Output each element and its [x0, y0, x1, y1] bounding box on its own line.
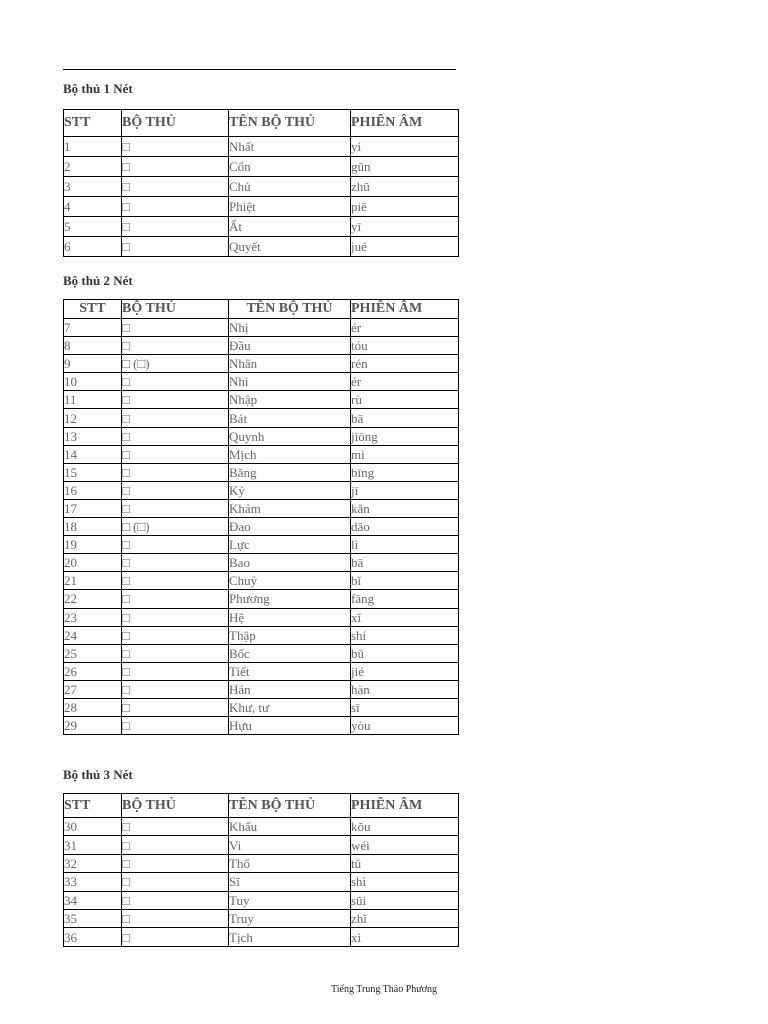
- pinyin-cell: dāo: [351, 518, 459, 536]
- radical-name-cell: Hựu: [229, 717, 351, 735]
- radical-name-cell: Cổn: [229, 157, 351, 177]
- radicals-table-2: [63, 299, 459, 735]
- pinyin-cell: ér: [351, 319, 459, 337]
- radical-glyph-cell: □: [122, 572, 229, 590]
- pinyin-cell: piě: [351, 197, 459, 217]
- radical-glyph-cell: □: [122, 499, 229, 517]
- radical-glyph-cell: □: [122, 409, 229, 427]
- radical-glyph-cell: □: [122, 391, 229, 409]
- radical-name-cell: Bao: [229, 554, 351, 572]
- row-number-cell: 9: [64, 355, 122, 373]
- radical-glyph-cell: □: [122, 608, 229, 626]
- pinyin-cell: sī: [351, 698, 459, 716]
- radical-glyph-cell: □: [122, 157, 229, 177]
- table-row: [64, 337, 459, 355]
- pinyin-cell: jī: [351, 481, 459, 499]
- header-radical-name: TÊN BỘ THỦ: [229, 794, 351, 818]
- pinyin-cell: bā: [351, 409, 459, 427]
- table-row: [64, 662, 459, 680]
- row-number-cell: 18: [64, 518, 122, 536]
- radical-name-cell: Nhị: [229, 319, 351, 337]
- radical-glyph-cell: □: [122, 197, 229, 217]
- table-row: [64, 928, 459, 946]
- header-radical: BỘ THỦ: [122, 794, 229, 818]
- radical-glyph-cell: □: [122, 873, 229, 891]
- row-number-cell: 7: [64, 319, 122, 337]
- radical-name-cell: Nhất: [229, 137, 351, 157]
- row-number-cell: 3: [64, 177, 122, 197]
- radical-glyph-cell: □: [122, 427, 229, 445]
- page-footer: Tiếng Trung Thảo Phương: [330, 984, 437, 995]
- table-row: [64, 137, 459, 157]
- radical-glyph-cell: □ (□): [122, 518, 229, 536]
- radical-glyph-cell: □: [122, 463, 229, 481]
- top-rule: [63, 69, 456, 70]
- row-number-cell: 32: [64, 854, 122, 872]
- row-number-cell: 33: [64, 873, 122, 891]
- radical-name-cell: Lực: [229, 536, 351, 554]
- row-number-cell: 27: [64, 680, 122, 698]
- header-stt: STT: [64, 794, 122, 818]
- pinyin-cell: mì: [351, 445, 459, 463]
- row-number-cell: 14: [64, 445, 122, 463]
- table-row: [64, 717, 459, 735]
- radical-glyph-cell: □: [122, 536, 229, 554]
- radical-name-cell: Sĩ: [229, 873, 351, 891]
- pinyin-cell: hàn: [351, 680, 459, 698]
- pinyin-cell: jué: [351, 237, 459, 257]
- radical-name-cell: Bát: [229, 409, 351, 427]
- table-row: [64, 518, 459, 536]
- radical-name-cell: Tịch: [229, 928, 351, 946]
- radical-name-cell: Nhập: [229, 391, 351, 409]
- row-number-cell: 21: [64, 572, 122, 590]
- table-row: [64, 680, 459, 698]
- row-number-cell: 19: [64, 536, 122, 554]
- table-row: [64, 427, 459, 445]
- table-row: [64, 554, 459, 572]
- pinyin-cell: bǐ: [351, 572, 459, 590]
- row-number-cell: 29: [64, 717, 122, 735]
- radical-glyph-cell: □: [122, 626, 229, 644]
- header-pinyin: PHIÊN ÂM: [351, 110, 459, 137]
- row-number-cell: 6: [64, 237, 122, 257]
- pinyin-cell: kǒu: [351, 818, 459, 836]
- radical-name-cell: Đầu: [229, 337, 351, 355]
- table-row: [64, 319, 459, 337]
- header-radical-name: TÊN BỘ THỦ: [229, 300, 351, 319]
- section-title-1: Bộ thủ 1 Nét: [63, 81, 133, 96]
- row-number-cell: 25: [64, 644, 122, 662]
- radical-glyph-cell: □: [122, 177, 229, 197]
- table-row: [64, 836, 459, 854]
- row-number-cell: 4: [64, 197, 122, 217]
- row-number-cell: 16: [64, 481, 122, 499]
- row-number-cell: 13: [64, 427, 122, 445]
- row-number-cell: 1: [64, 137, 122, 157]
- radical-name-cell: Hệ: [229, 608, 351, 626]
- header-stt: STT: [64, 300, 122, 319]
- table-row: [64, 644, 459, 662]
- row-number-cell: 17: [64, 499, 122, 517]
- radical-name-cell: Tiết: [229, 662, 351, 680]
- radical-glyph-cell: □: [122, 818, 229, 836]
- radical-name-cell: Ất: [229, 217, 351, 237]
- pinyin-cell: yòu: [351, 717, 459, 735]
- pinyin-cell: fāng: [351, 590, 459, 608]
- table-row: [64, 698, 459, 716]
- radical-glyph-cell: □: [122, 909, 229, 927]
- pinyin-cell: bā: [351, 554, 459, 572]
- radical-name-cell: Quynh: [229, 427, 351, 445]
- table-row: [64, 499, 459, 517]
- header-radical: BỘ THỦ: [122, 110, 229, 137]
- radical-name-cell: Phiệt: [229, 197, 351, 217]
- radical-name-cell: Chủ: [229, 177, 351, 197]
- pinyin-cell: lì: [351, 536, 459, 554]
- radical-glyph-cell: □: [122, 854, 229, 872]
- radical-glyph-cell: □: [122, 554, 229, 572]
- radical-glyph-cell: □ (□): [122, 355, 229, 373]
- pinyin-cell: yi: [351, 137, 459, 157]
- radical-glyph-cell: □: [122, 680, 229, 698]
- radical-name-cell: Thập: [229, 626, 351, 644]
- table-row: [64, 481, 459, 499]
- table-row: [64, 177, 459, 197]
- radical-glyph-cell: □: [122, 662, 229, 680]
- radical-name-cell: Khảm: [229, 499, 351, 517]
- radical-name-cell: Khẩu: [229, 818, 351, 836]
- pinyin-cell: rén: [351, 355, 459, 373]
- radical-name-cell: Vi: [229, 836, 351, 854]
- radical-name-cell: Đao: [229, 518, 351, 536]
- pinyin-cell: wéi: [351, 836, 459, 854]
- table-row: [64, 157, 459, 177]
- header-radical-name: TÊN BỘ THỦ: [229, 110, 351, 137]
- header-pinyin: PHIÊN ÂM: [351, 300, 459, 319]
- radical-glyph-cell: □: [122, 319, 229, 337]
- radical-glyph-cell: □: [122, 337, 229, 355]
- radical-glyph-cell: □: [122, 217, 229, 237]
- pinyin-cell: tǔ: [351, 854, 459, 872]
- row-number-cell: 26: [64, 662, 122, 680]
- section-title-2: Bộ thủ 2 Nét: [63, 273, 133, 288]
- row-number-cell: 10: [64, 373, 122, 391]
- radical-name-cell: Bốc: [229, 644, 351, 662]
- radical-name-cell: Quyết: [229, 237, 351, 257]
- radical-glyph-cell: □: [122, 373, 229, 391]
- pinyin-cell: shí: [351, 626, 459, 644]
- radicals-table-3: [63, 793, 459, 947]
- table-row: [64, 409, 459, 427]
- header-pinyin: PHIÊN ÂM: [351, 794, 459, 818]
- table-row: [64, 854, 459, 872]
- radical-name-cell: Chuỷ: [229, 572, 351, 590]
- pinyin-cell: bǔ: [351, 644, 459, 662]
- row-number-cell: 28: [64, 698, 122, 716]
- row-number-cell: 31: [64, 836, 122, 854]
- row-number-cell: 36: [64, 928, 122, 946]
- table-row: [64, 237, 459, 257]
- table-row: [64, 818, 459, 836]
- radical-glyph-cell: □: [122, 928, 229, 946]
- header-radical: BỘ THỦ: [122, 300, 229, 319]
- radical-name-cell: Tuy: [229, 891, 351, 909]
- pinyin-cell: rù: [351, 391, 459, 409]
- pinyin-cell: zhǔ: [351, 177, 459, 197]
- radical-name-cell: Mịch: [229, 445, 351, 463]
- pinyin-cell: jié: [351, 662, 459, 680]
- radical-glyph-cell: □: [122, 717, 229, 735]
- table-row: [64, 626, 459, 644]
- radical-glyph-cell: □: [122, 644, 229, 662]
- radical-name-cell: Thổ: [229, 854, 351, 872]
- table-row: [64, 391, 459, 409]
- table-row: [64, 463, 459, 481]
- pinyin-cell: xǐ: [351, 608, 459, 626]
- radical-name-cell: Nhi: [229, 373, 351, 391]
- row-number-cell: 15: [64, 463, 122, 481]
- table-row: [64, 355, 459, 373]
- section-title-3: Bộ thủ 3 Nét: [63, 767, 133, 782]
- pinyin-cell: tóu: [351, 337, 459, 355]
- row-number-cell: 11: [64, 391, 122, 409]
- pinyin-cell: bīng: [351, 463, 459, 481]
- radical-glyph-cell: □: [122, 445, 229, 463]
- row-number-cell: 8: [64, 337, 122, 355]
- table-row: [64, 909, 459, 927]
- pinyin-cell: jiōng: [351, 427, 459, 445]
- radicals-table-1: [63, 109, 459, 257]
- radical-glyph-cell: □: [122, 891, 229, 909]
- row-number-cell: 20: [64, 554, 122, 572]
- table-row: [64, 445, 459, 463]
- row-number-cell: 5: [64, 217, 122, 237]
- pinyin-cell: gǔn: [351, 157, 459, 177]
- row-number-cell: 23: [64, 608, 122, 626]
- table-row: [64, 590, 459, 608]
- table-row: [64, 873, 459, 891]
- pinyin-cell: yī: [351, 217, 459, 237]
- radical-glyph-cell: □: [122, 836, 229, 854]
- row-number-cell: 12: [64, 409, 122, 427]
- pinyin-cell: ér: [351, 373, 459, 391]
- table-row: [64, 197, 459, 217]
- radical-name-cell: Truy: [229, 909, 351, 927]
- radical-glyph-cell: □: [122, 590, 229, 608]
- row-number-cell: 24: [64, 626, 122, 644]
- table-row: [64, 217, 459, 237]
- row-number-cell: 35: [64, 909, 122, 927]
- radical-name-cell: Nhân: [229, 355, 351, 373]
- radical-glyph-cell: □: [122, 698, 229, 716]
- radical-name-cell: Phương: [229, 590, 351, 608]
- radical-glyph-cell: □: [122, 481, 229, 499]
- document-page: [63, 69, 456, 945]
- pinyin-cell: zhǐ: [351, 909, 459, 927]
- pinyin-cell: kǎn: [351, 499, 459, 517]
- table-row: [64, 572, 459, 590]
- row-number-cell: 30: [64, 818, 122, 836]
- pinyin-cell: shì: [351, 873, 459, 891]
- row-number-cell: 22: [64, 590, 122, 608]
- radical-name-cell: Kỷ: [229, 481, 351, 499]
- radical-glyph-cell: □: [122, 237, 229, 257]
- radical-name-cell: Khư, tư: [229, 698, 351, 716]
- row-number-cell: 2: [64, 157, 122, 177]
- radical-glyph-cell: □: [122, 137, 229, 157]
- table-row: [64, 891, 459, 909]
- table-row: [64, 373, 459, 391]
- table-row: [64, 608, 459, 626]
- radical-name-cell: Hán: [229, 680, 351, 698]
- row-number-cell: 34: [64, 891, 122, 909]
- pinyin-cell: xì: [351, 928, 459, 946]
- radical-name-cell: Băng: [229, 463, 351, 481]
- table-row: [64, 536, 459, 554]
- header-stt: STT: [64, 110, 122, 137]
- pinyin-cell: sūi: [351, 891, 459, 909]
